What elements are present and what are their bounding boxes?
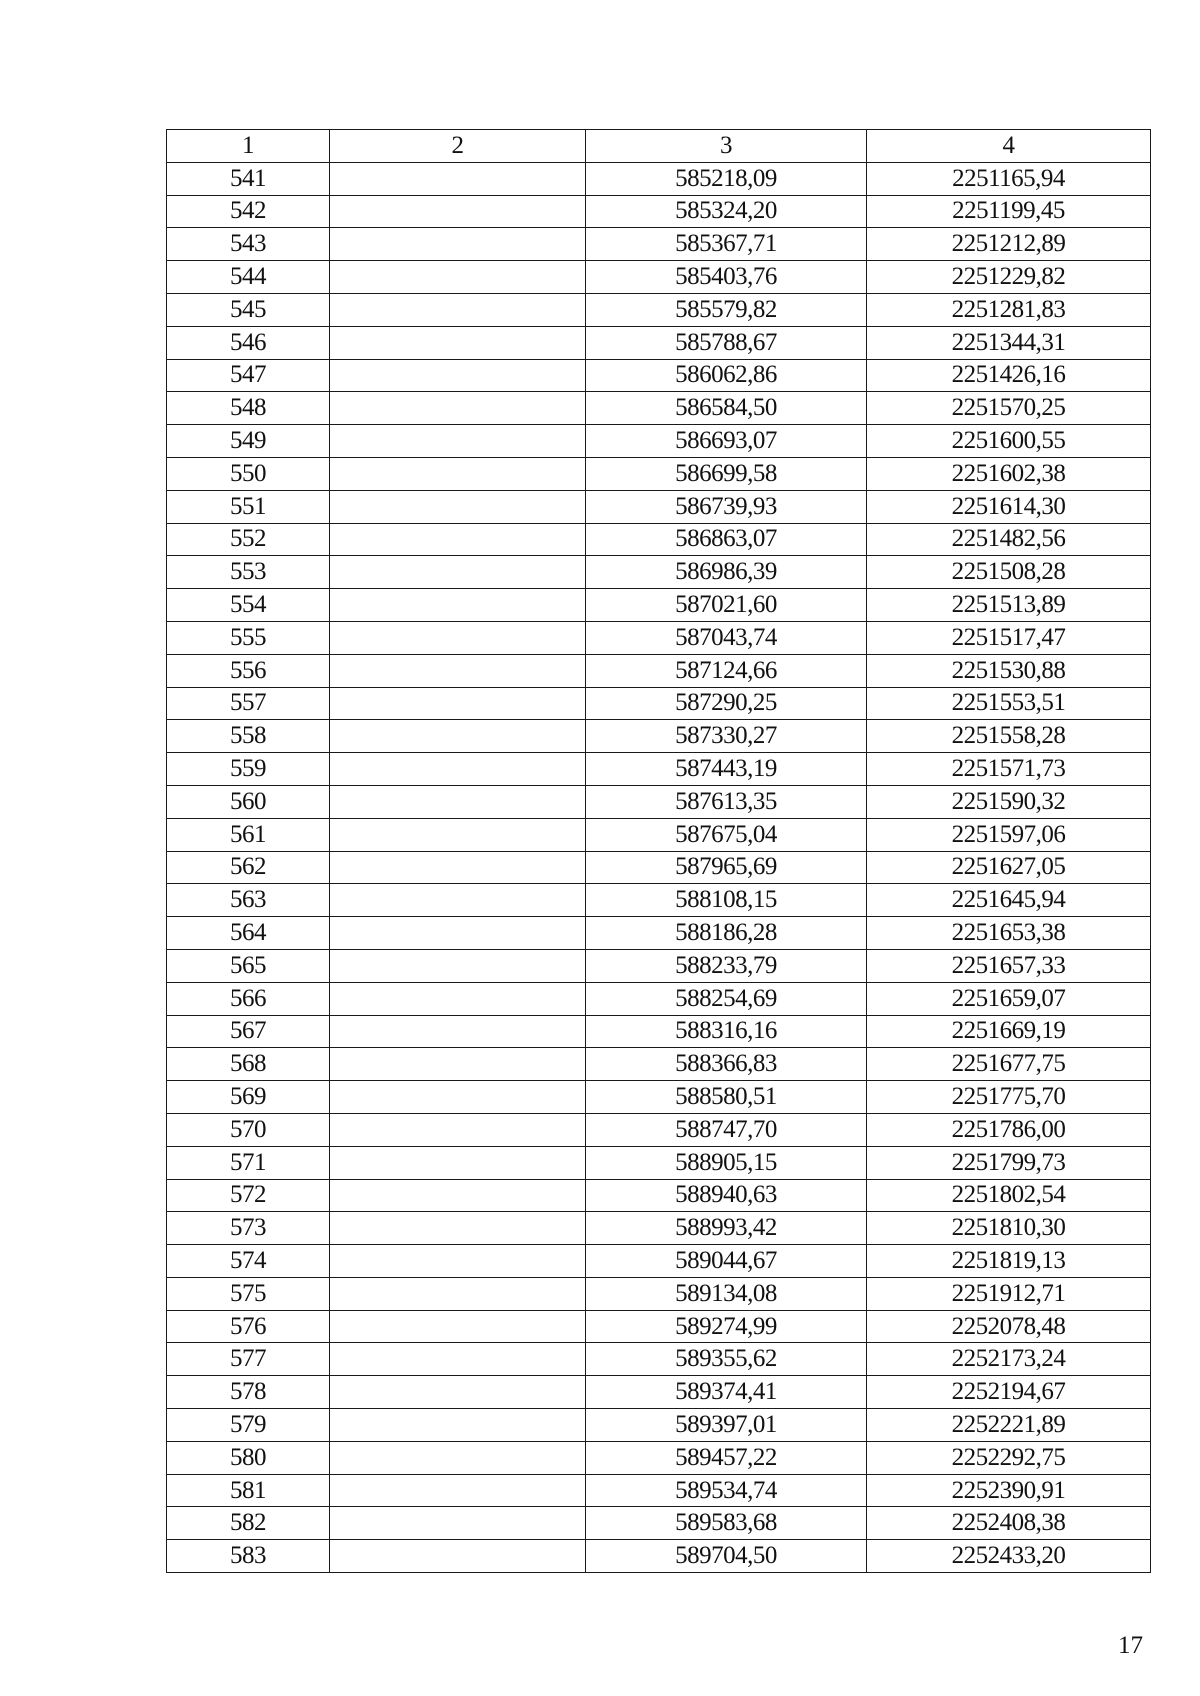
empty-cell bbox=[330, 982, 586, 1015]
point-number-cell: 579 bbox=[167, 1409, 330, 1442]
point-number-cell: 550 bbox=[167, 457, 330, 490]
x-coordinate-cell: 589374,41 bbox=[586, 1376, 867, 1409]
x-coordinate-cell: 589583,68 bbox=[586, 1507, 867, 1540]
empty-cell bbox=[330, 1048, 586, 1081]
y-coordinate-cell: 2251799,73 bbox=[867, 1146, 1151, 1179]
empty-cell bbox=[330, 949, 586, 982]
x-coordinate-cell: 587675,04 bbox=[586, 818, 867, 851]
column-header-4: 4 bbox=[867, 130, 1151, 163]
x-coordinate-cell: 585579,82 bbox=[586, 293, 867, 326]
empty-cell bbox=[330, 1015, 586, 1048]
point-number-cell: 575 bbox=[167, 1277, 330, 1310]
table-header-row bbox=[167, 130, 1151, 163]
empty-cell bbox=[330, 293, 586, 326]
point-number-cell: 544 bbox=[167, 261, 330, 294]
table-row bbox=[167, 982, 1151, 1015]
table-row bbox=[167, 1146, 1151, 1179]
table-row bbox=[167, 1507, 1151, 1540]
x-coordinate-cell: 588233,79 bbox=[586, 949, 867, 982]
empty-cell bbox=[330, 1179, 586, 1212]
x-coordinate-cell: 586863,07 bbox=[586, 523, 867, 556]
y-coordinate-cell: 2251600,55 bbox=[867, 425, 1151, 458]
table-row bbox=[167, 818, 1151, 851]
point-number-cell: 551 bbox=[167, 490, 330, 523]
y-coordinate-cell: 2251602,38 bbox=[867, 457, 1151, 490]
table-row bbox=[167, 589, 1151, 622]
x-coordinate-cell: 585218,09 bbox=[586, 162, 867, 195]
empty-cell bbox=[330, 490, 586, 523]
x-coordinate-cell: 586699,58 bbox=[586, 457, 867, 490]
empty-cell bbox=[330, 261, 586, 294]
empty-cell bbox=[330, 1081, 586, 1114]
empty-cell bbox=[330, 195, 586, 228]
x-coordinate-cell: 586584,50 bbox=[586, 392, 867, 425]
table-row bbox=[167, 1212, 1151, 1245]
y-coordinate-cell: 2251786,00 bbox=[867, 1113, 1151, 1146]
x-coordinate-cell: 587124,66 bbox=[586, 654, 867, 687]
x-coordinate-cell: 586693,07 bbox=[586, 425, 867, 458]
x-coordinate-cell: 587965,69 bbox=[586, 851, 867, 884]
y-coordinate-cell: 2251199,45 bbox=[867, 195, 1151, 228]
table-row bbox=[167, 1540, 1151, 1573]
point-number-cell: 559 bbox=[167, 753, 330, 786]
x-coordinate-cell: 588108,15 bbox=[586, 884, 867, 917]
table-row bbox=[167, 949, 1151, 982]
column-header-1: 1 bbox=[167, 130, 330, 163]
empty-cell bbox=[330, 1540, 586, 1573]
table-row bbox=[167, 1343, 1151, 1376]
x-coordinate-cell: 588747,70 bbox=[586, 1113, 867, 1146]
y-coordinate-cell: 2251677,75 bbox=[867, 1048, 1151, 1081]
table-row bbox=[167, 261, 1151, 294]
y-coordinate-cell: 2252390,91 bbox=[867, 1474, 1151, 1507]
empty-cell bbox=[330, 687, 586, 720]
x-coordinate-cell: 589355,62 bbox=[586, 1343, 867, 1376]
table-row bbox=[167, 1179, 1151, 1212]
point-number-cell: 542 bbox=[167, 195, 330, 228]
y-coordinate-cell: 2251810,30 bbox=[867, 1212, 1151, 1245]
point-number-cell: 543 bbox=[167, 228, 330, 261]
column-header-3: 3 bbox=[586, 130, 867, 163]
point-number-cell: 565 bbox=[167, 949, 330, 982]
y-coordinate-cell: 2251530,88 bbox=[867, 654, 1151, 687]
point-number-cell: 573 bbox=[167, 1212, 330, 1245]
table-row bbox=[167, 1310, 1151, 1343]
x-coordinate-cell: 588186,28 bbox=[586, 917, 867, 950]
empty-cell bbox=[330, 228, 586, 261]
point-number-cell: 572 bbox=[167, 1179, 330, 1212]
y-coordinate-cell: 2252408,38 bbox=[867, 1507, 1151, 1540]
point-number-cell: 545 bbox=[167, 293, 330, 326]
y-coordinate-cell: 2251212,89 bbox=[867, 228, 1151, 261]
point-number-cell: 555 bbox=[167, 621, 330, 654]
y-coordinate-cell: 2251802,54 bbox=[867, 1179, 1151, 1212]
table-row bbox=[167, 687, 1151, 720]
point-number-cell: 582 bbox=[167, 1507, 330, 1540]
y-coordinate-cell: 2251165,94 bbox=[867, 162, 1151, 195]
point-number-cell: 580 bbox=[167, 1441, 330, 1474]
empty-cell bbox=[330, 785, 586, 818]
table-row bbox=[167, 162, 1151, 195]
y-coordinate-cell: 2251627,05 bbox=[867, 851, 1151, 884]
x-coordinate-cell: 587021,60 bbox=[586, 589, 867, 622]
empty-cell bbox=[330, 1474, 586, 1507]
table-row bbox=[167, 851, 1151, 884]
table-row bbox=[167, 1113, 1151, 1146]
point-number-cell: 564 bbox=[167, 917, 330, 950]
x-coordinate-cell: 588940,63 bbox=[586, 1179, 867, 1212]
y-coordinate-cell: 2251570,25 bbox=[867, 392, 1151, 425]
point-number-cell: 574 bbox=[167, 1245, 330, 1278]
empty-cell bbox=[330, 1310, 586, 1343]
y-coordinate-cell: 2251426,16 bbox=[867, 359, 1151, 392]
x-coordinate-cell: 586739,93 bbox=[586, 490, 867, 523]
table-row bbox=[167, 457, 1151, 490]
x-coordinate-cell: 589457,22 bbox=[586, 1441, 867, 1474]
x-coordinate-cell: 588316,16 bbox=[586, 1015, 867, 1048]
empty-cell bbox=[330, 556, 586, 589]
y-coordinate-cell: 2251669,19 bbox=[867, 1015, 1151, 1048]
y-coordinate-cell: 2251553,51 bbox=[867, 687, 1151, 720]
x-coordinate-cell: 588580,51 bbox=[586, 1081, 867, 1114]
point-number-cell: 578 bbox=[167, 1376, 330, 1409]
x-coordinate-cell: 585403,76 bbox=[586, 261, 867, 294]
point-number-cell: 569 bbox=[167, 1081, 330, 1114]
point-number-cell: 576 bbox=[167, 1310, 330, 1343]
point-number-cell: 549 bbox=[167, 425, 330, 458]
empty-cell bbox=[330, 884, 586, 917]
empty-cell bbox=[330, 851, 586, 884]
point-number-cell: 560 bbox=[167, 785, 330, 818]
point-number-cell: 552 bbox=[167, 523, 330, 556]
point-number-cell: 562 bbox=[167, 851, 330, 884]
page-number: 17 bbox=[1118, 1632, 1143, 1659]
table-row bbox=[167, 293, 1151, 326]
x-coordinate-cell: 588366,83 bbox=[586, 1048, 867, 1081]
point-number-cell: 571 bbox=[167, 1146, 330, 1179]
y-coordinate-cell: 2251819,13 bbox=[867, 1245, 1151, 1278]
x-coordinate-cell: 586986,39 bbox=[586, 556, 867, 589]
x-coordinate-cell: 588254,69 bbox=[586, 982, 867, 1015]
column-header-2: 2 bbox=[330, 130, 586, 163]
y-coordinate-cell: 2252292,75 bbox=[867, 1441, 1151, 1474]
table-row bbox=[167, 425, 1151, 458]
table-row bbox=[167, 720, 1151, 753]
point-number-cell: 557 bbox=[167, 687, 330, 720]
empty-cell bbox=[330, 917, 586, 950]
table-row bbox=[167, 1441, 1151, 1474]
point-number-cell: 570 bbox=[167, 1113, 330, 1146]
x-coordinate-cell: 585788,67 bbox=[586, 326, 867, 359]
point-number-cell: 556 bbox=[167, 654, 330, 687]
x-coordinate-cell: 587330,27 bbox=[586, 720, 867, 753]
x-coordinate-cell: 587613,35 bbox=[586, 785, 867, 818]
y-coordinate-cell: 2252194,67 bbox=[867, 1376, 1151, 1409]
y-coordinate-cell: 2251508,28 bbox=[867, 556, 1151, 589]
y-coordinate-cell: 2251590,32 bbox=[867, 785, 1151, 818]
empty-cell bbox=[330, 621, 586, 654]
table-row bbox=[167, 884, 1151, 917]
empty-cell bbox=[330, 1277, 586, 1310]
empty-cell bbox=[330, 162, 586, 195]
table-row bbox=[167, 621, 1151, 654]
empty-cell bbox=[330, 1507, 586, 1540]
empty-cell bbox=[330, 1212, 586, 1245]
point-number-cell: 583 bbox=[167, 1540, 330, 1573]
y-coordinate-cell: 2252078,48 bbox=[867, 1310, 1151, 1343]
x-coordinate-cell: 588905,15 bbox=[586, 1146, 867, 1179]
x-coordinate-cell: 587043,74 bbox=[586, 621, 867, 654]
empty-cell bbox=[330, 1441, 586, 1474]
y-coordinate-cell: 2251571,73 bbox=[867, 753, 1151, 786]
point-number-cell: 541 bbox=[167, 162, 330, 195]
point-number-cell: 558 bbox=[167, 720, 330, 753]
y-coordinate-cell: 2251513,89 bbox=[867, 589, 1151, 622]
empty-cell bbox=[330, 1409, 586, 1442]
x-coordinate-cell: 589044,67 bbox=[586, 1245, 867, 1278]
y-coordinate-cell: 2251281,83 bbox=[867, 293, 1151, 326]
empty-cell bbox=[330, 589, 586, 622]
coordinates-table bbox=[166, 129, 1151, 1573]
table-row bbox=[167, 195, 1151, 228]
y-coordinate-cell: 2251344,31 bbox=[867, 326, 1151, 359]
point-number-cell: 566 bbox=[167, 982, 330, 1015]
table-row bbox=[167, 785, 1151, 818]
table-row bbox=[167, 654, 1151, 687]
table-row bbox=[167, 1048, 1151, 1081]
empty-cell bbox=[330, 457, 586, 490]
x-coordinate-cell: 589534,74 bbox=[586, 1474, 867, 1507]
table-row bbox=[167, 392, 1151, 425]
point-number-cell: 567 bbox=[167, 1015, 330, 1048]
table-row bbox=[167, 359, 1151, 392]
y-coordinate-cell: 2251657,33 bbox=[867, 949, 1151, 982]
table-row bbox=[167, 326, 1151, 359]
empty-cell bbox=[330, 1376, 586, 1409]
empty-cell bbox=[330, 359, 586, 392]
table-row bbox=[167, 917, 1151, 950]
point-number-cell: 563 bbox=[167, 884, 330, 917]
y-coordinate-cell: 2251775,70 bbox=[867, 1081, 1151, 1114]
point-number-cell: 561 bbox=[167, 818, 330, 851]
table-row bbox=[167, 1474, 1151, 1507]
x-coordinate-cell: 585324,20 bbox=[586, 195, 867, 228]
y-coordinate-cell: 2252221,89 bbox=[867, 1409, 1151, 1442]
x-coordinate-cell: 589704,50 bbox=[586, 1540, 867, 1573]
table-row bbox=[167, 1409, 1151, 1442]
y-coordinate-cell: 2251558,28 bbox=[867, 720, 1151, 753]
x-coordinate-cell: 585367,71 bbox=[586, 228, 867, 261]
point-number-cell: 568 bbox=[167, 1048, 330, 1081]
empty-cell bbox=[330, 425, 586, 458]
table-row bbox=[167, 753, 1151, 786]
empty-cell bbox=[330, 1146, 586, 1179]
table-row bbox=[167, 490, 1151, 523]
empty-cell bbox=[330, 720, 586, 753]
table-row bbox=[167, 1015, 1151, 1048]
point-number-cell: 554 bbox=[167, 589, 330, 622]
point-number-cell: 547 bbox=[167, 359, 330, 392]
table-row bbox=[167, 228, 1151, 261]
y-coordinate-cell: 2251517,47 bbox=[867, 621, 1151, 654]
empty-cell bbox=[330, 654, 586, 687]
y-coordinate-cell: 2251482,56 bbox=[867, 523, 1151, 556]
x-coordinate-cell: 589397,01 bbox=[586, 1409, 867, 1442]
point-number-cell: 581 bbox=[167, 1474, 330, 1507]
empty-cell bbox=[330, 1113, 586, 1146]
table-row bbox=[167, 523, 1151, 556]
x-coordinate-cell: 586062,86 bbox=[586, 359, 867, 392]
table-row bbox=[167, 1245, 1151, 1278]
empty-cell bbox=[330, 1343, 586, 1376]
y-coordinate-cell: 2252433,20 bbox=[867, 1540, 1151, 1573]
empty-cell bbox=[330, 523, 586, 556]
y-coordinate-cell: 2251659,07 bbox=[867, 982, 1151, 1015]
table-body bbox=[167, 162, 1151, 1572]
x-coordinate-cell: 587443,19 bbox=[586, 753, 867, 786]
point-number-cell: 577 bbox=[167, 1343, 330, 1376]
x-coordinate-cell: 587290,25 bbox=[586, 687, 867, 720]
x-coordinate-cell: 589134,08 bbox=[586, 1277, 867, 1310]
table-row bbox=[167, 1081, 1151, 1114]
y-coordinate-cell: 2251645,94 bbox=[867, 884, 1151, 917]
y-coordinate-cell: 2251912,71 bbox=[867, 1277, 1151, 1310]
table-row bbox=[167, 556, 1151, 589]
empty-cell bbox=[330, 326, 586, 359]
y-coordinate-cell: 2251597,06 bbox=[867, 818, 1151, 851]
x-coordinate-cell: 588993,42 bbox=[586, 1212, 867, 1245]
empty-cell bbox=[330, 753, 586, 786]
empty-cell bbox=[330, 818, 586, 851]
y-coordinate-cell: 2252173,24 bbox=[867, 1343, 1151, 1376]
table-row bbox=[167, 1277, 1151, 1310]
y-coordinate-cell: 2251229,82 bbox=[867, 261, 1151, 294]
empty-cell bbox=[330, 392, 586, 425]
y-coordinate-cell: 2251653,38 bbox=[867, 917, 1151, 950]
y-coordinate-cell: 2251614,30 bbox=[867, 490, 1151, 523]
empty-cell bbox=[330, 1245, 586, 1278]
point-number-cell: 546 bbox=[167, 326, 330, 359]
x-coordinate-cell: 589274,99 bbox=[586, 1310, 867, 1343]
point-number-cell: 553 bbox=[167, 556, 330, 589]
table-row bbox=[167, 1376, 1151, 1409]
point-number-cell: 548 bbox=[167, 392, 330, 425]
